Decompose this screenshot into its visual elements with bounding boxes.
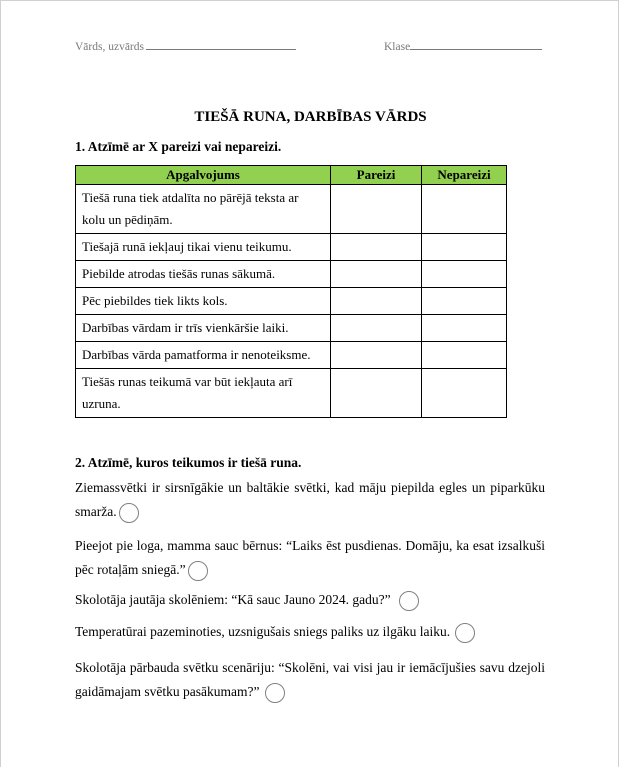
table-row [76, 185, 507, 234]
name-blank-line[interactable] [146, 38, 296, 50]
sentence-text: Skolotāja jautāja skolēniem: “Kā sauc Jauno 2024. gadu?” [75, 592, 391, 607]
answer-circle[interactable] [455, 623, 475, 643]
answer-circle[interactable] [399, 591, 419, 611]
correct-checkbox-cell[interactable] [331, 288, 422, 315]
incorrect-checkbox-cell[interactable] [422, 369, 507, 418]
incorrect-checkbox-cell[interactable] [422, 315, 507, 342]
class-field[interactable] [384, 38, 542, 53]
task2-title: 2. Atzīmē, kuros teikumos ir tiešā runa. [75, 455, 302, 470]
class-blank-line[interactable] [410, 38, 542, 50]
sentence-item [75, 476, 545, 524]
sentence-item [75, 534, 545, 582]
table-row [76, 369, 507, 418]
column-header-incorrect: Nepareizi [422, 166, 507, 185]
sentence-text: Skolotāja pārbauda svētku scenāriju: “Skolēni, vai visi jau ir iemācījušies savu dzejoli gaidāmajam svētku pasākumam?” [75, 660, 545, 699]
sentence-text: Pieejot pie loga, mamma sauc bērnus: “Laiks ēst pusdienas. Domāju, ka esat izsalkuši pēc rotaļām sniegā.” [75, 538, 545, 577]
incorrect-checkbox-cell[interactable] [422, 234, 507, 261]
name-label: Vārds, uzvārds [75, 41, 144, 53]
statement-cell: Tiešās runas teikumā var būt iekļauta arī uzruna. [76, 369, 331, 418]
correct-checkbox-cell[interactable] [331, 185, 422, 234]
incorrect-checkbox-cell[interactable] [422, 261, 507, 288]
statement-cell: Darbības vārdam ir trīs vienkāršie laiki. [76, 315, 331, 342]
incorrect-checkbox-cell[interactable] [422, 288, 507, 315]
statement-cell: Tiešajā runā iekļauj tikai vienu teikumu. [76, 234, 331, 261]
incorrect-checkbox-cell[interactable] [422, 185, 507, 234]
statement-cell: Pēc piebildes tiek likts kols. [76, 288, 331, 315]
correct-checkbox-cell[interactable] [331, 261, 422, 288]
true-false-table [75, 165, 507, 418]
statement-cell: Piebilde atrodas tiešās runas sākumā. [76, 261, 331, 288]
statement-cell: Tiešā runa tiek atdalīta no pārējā teksta ar kolu un pēdiņām. [76, 185, 331, 234]
sentence-text: Temperatūrai pazeminoties, uzsnigušais sniegs paliks uz ilgāku laiku. [75, 624, 451, 639]
class-label: Klase [384, 41, 411, 53]
column-header-statement: Apgalvojums [76, 166, 331, 185]
correct-checkbox-cell[interactable] [331, 369, 422, 418]
table-header-row [76, 166, 507, 185]
student-info-header [75, 38, 545, 56]
name-field[interactable] [75, 38, 296, 53]
answer-circle[interactable] [188, 561, 208, 581]
column-header-correct: Pareizi [331, 166, 422, 185]
answer-circle[interactable] [119, 503, 139, 523]
correct-checkbox-cell[interactable] [331, 342, 422, 369]
table-row [76, 234, 507, 261]
table-row [76, 261, 507, 288]
correct-checkbox-cell[interactable] [331, 315, 422, 342]
task1-title: 1. Atzīmē ar X pareizi vai nepareizi. [75, 139, 282, 154]
sentence-item [75, 620, 545, 644]
sentence-item [75, 588, 545, 612]
sentence-item [75, 656, 545, 704]
answer-circle[interactable] [265, 683, 285, 703]
statement-cell: Darbības vārda pamatforma ir nenoteiksme. [76, 342, 331, 369]
table-row [76, 288, 507, 315]
incorrect-checkbox-cell[interactable] [422, 342, 507, 369]
worksheet-title: TIEŠĀ RUNA, DARBĪBAS VĀRDS [194, 109, 427, 125]
table-row [76, 315, 507, 342]
correct-checkbox-cell[interactable] [331, 234, 422, 261]
table-row [76, 342, 507, 369]
sentence-text: Ziemassvētki ir sirsnīgākie un baltākie svētki, kad māju piepilda egles un piparkūku smarža. [75, 480, 545, 519]
